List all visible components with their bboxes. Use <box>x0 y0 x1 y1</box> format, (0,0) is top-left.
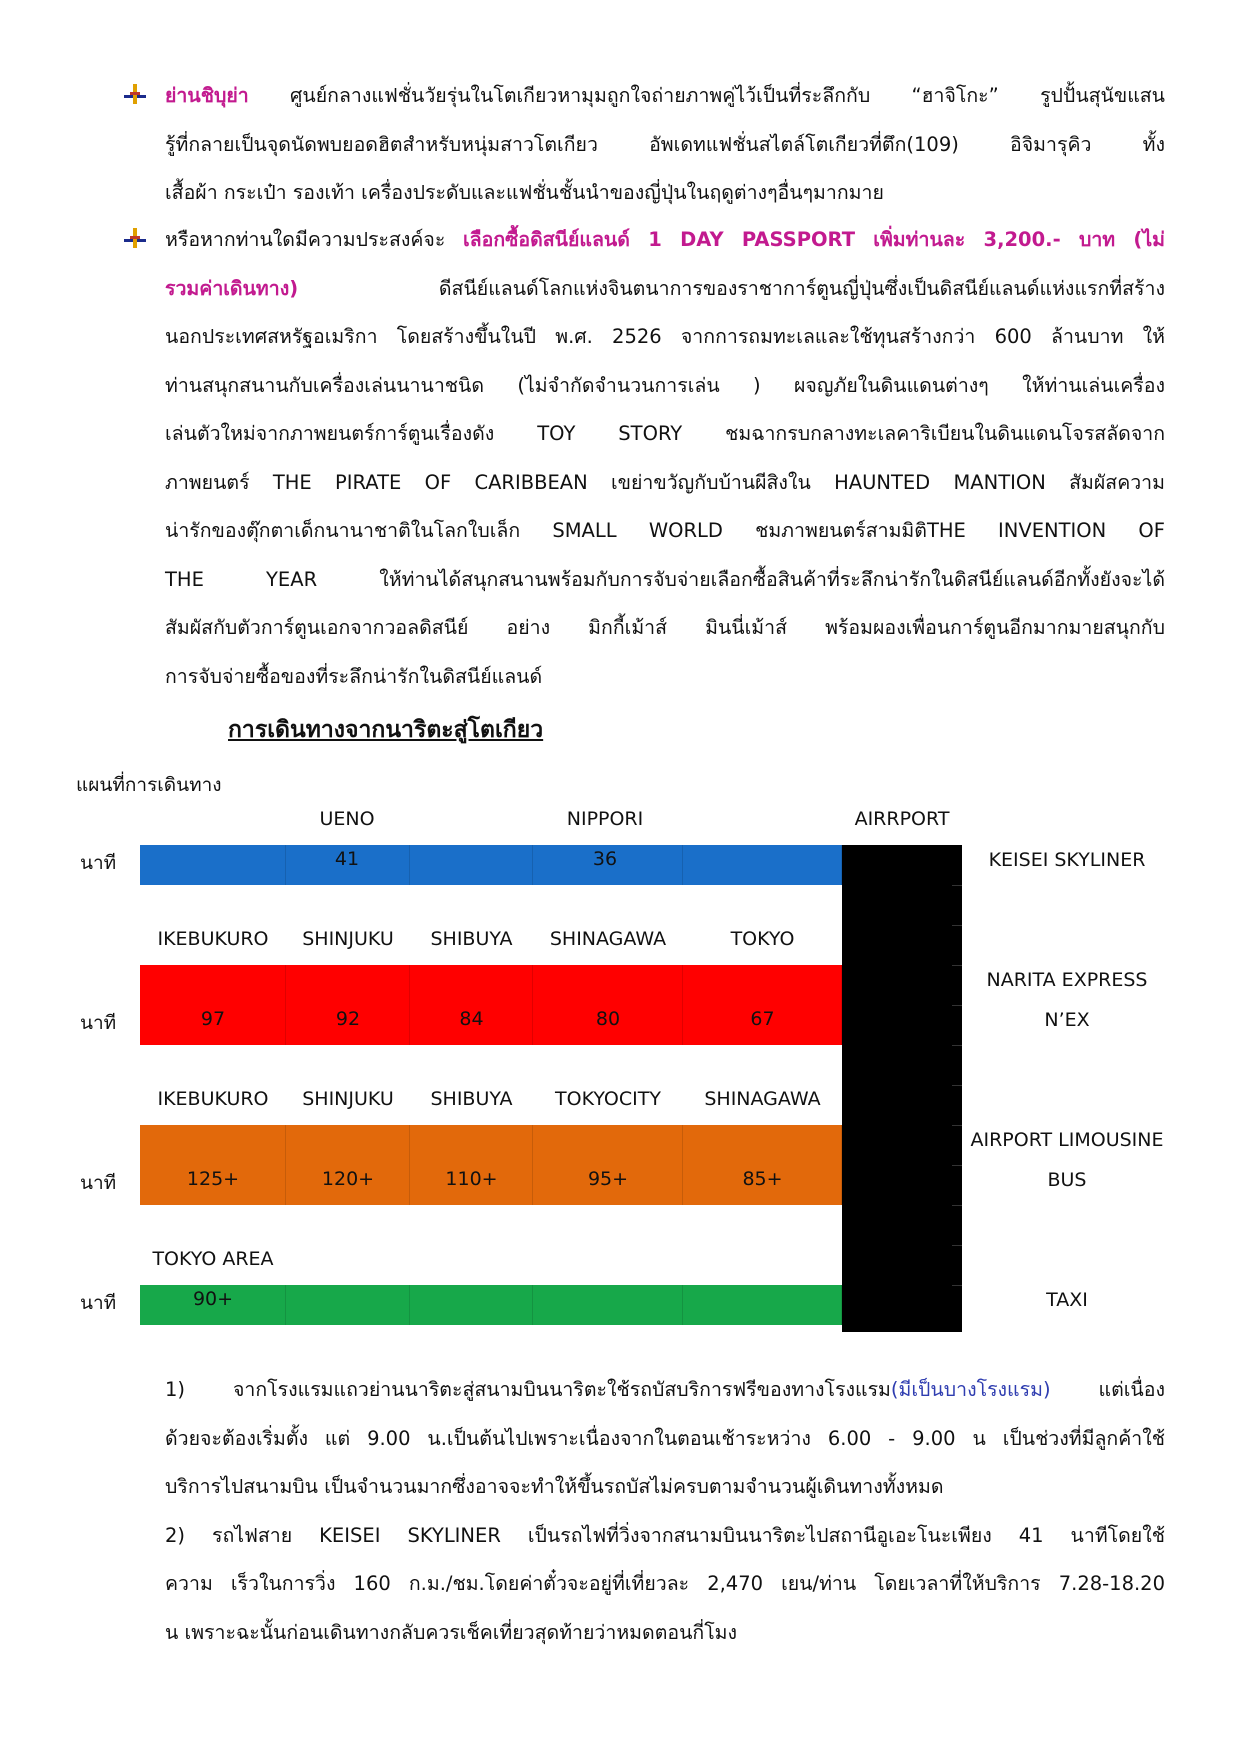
route-name-line: NARITA EXPRESS <box>986 969 1148 991</box>
route-name-limousine <box>962 1120 1172 1200</box>
disney-line: ท่านสนุกสนานกับเครื่องเล่นนานาชนิด (ไม่จำกัดจำนวนการเล่น ) ผจญภัยในดินแดนต่างๆ ให้ท่านเล่นเครื่อง <box>165 373 1165 397</box>
disney-line: THE YEAR ให้ท่านได้สนุกสนานพร้อมกับการจับจ่ายเลือกซื้อสินค้าที่ระลึกน่ารักในดิสนีย์แลนด์อีกทั้งยังจะได้ <box>165 567 1165 591</box>
route-name-line: KEISEI SKYLINER <box>988 849 1146 871</box>
disney-line: น่ารักของตุ๊กตาเด็กนานาชาติในโลกใบเล็ก SMALL WORLD ชมภาพยนตร์สามมิติTHE INVENTION OF <box>165 519 1165 542</box>
shibuya-title: ย่านชิบุย่า <box>165 84 249 107</box>
route-name-keisei <box>962 840 1172 880</box>
station-label: SHINAGAWA <box>704 1088 821 1110</box>
note-line: น เพราะฉะนั้นก่อนเดินทางกลับควรเช็คเที่ยวสุดท้ายว่าหมดตอนกี่โมง <box>165 1620 738 1644</box>
route-name-line: AIRPORT LIMOUSINE <box>970 1129 1164 1151</box>
disney-paragraph <box>165 216 1165 701</box>
note-line: 2) รถไฟสาย KEISEI SKYLINER เป็นรถไฟที่วิ่งจากสนามบินนาริตะไปสถานีอูเอะโนะเพียง 41 นาทีโดยใช้ <box>165 1523 1165 1547</box>
airport-column <box>842 845 962 1332</box>
station-label: IKEBUKURO <box>157 1088 269 1110</box>
station-label: SHIBUYA <box>430 928 513 950</box>
note-1 <box>165 1366 1165 1657</box>
disney-line-1-start: หรือหากท่านใดมีความประสงค์จะ <box>165 228 464 251</box>
station-label: IKEBUKURO <box>157 928 269 950</box>
minutes-value: 90+ <box>192 1288 234 1310</box>
minutes-value: 95+ <box>587 1168 629 1190</box>
airport-label: AIRRPORT <box>854 808 950 830</box>
minutes-value: 85+ <box>742 1168 783 1190</box>
station-label: SHINJUKU <box>302 1088 394 1110</box>
shibuya-line-1: ศูนย์กลางแฟชั่นวัยรุ่นในโตเกียวหามุมถูกใจถ่ายภาพคู่ไว้เป็นที่ระลึกกับ “ฮาจิโกะ” รูปปั้นสุนัขแสน <box>290 84 1166 107</box>
note-line: ความ เร็วในการวิ่ง 160 ก.ม./ชม.โดยค่าตั๋วจะอยู่ที่เที่ยวละ 2,470 เยน/ท่าน โดยเวลาที่ให้บริการ 7.28-18.20 <box>165 1572 1165 1595</box>
station-label: SHIBUYA <box>430 1088 513 1110</box>
route-name-line: BUS <box>1047 1169 1087 1191</box>
section-heading: การเดินทางจากนาริตะสู่โตเกียว <box>228 717 544 743</box>
station-label: TOKYO AREA <box>152 1248 274 1270</box>
disney-line: ภาพยนตร์ THE PIRATE OF CARIBBEAN เขย่าขวัญกับบ้านผีสิงใน HAUNTED MANTION สัมผัสความ <box>165 470 1165 494</box>
unit-label: นาที <box>80 1172 117 1194</box>
disney-offer-highlight-2: รวมค่าเดินทาง) <box>165 276 299 300</box>
bullet-icon <box>122 82 148 106</box>
route-name-nex <box>962 960 1172 1040</box>
bullet-icon <box>122 226 148 250</box>
minutes-value: 97 <box>200 1008 226 1030</box>
station-label: TOKYOCITY <box>555 1088 661 1110</box>
shibuya-line-2: รู้ที่กลายเป็นจุดนัดพบยอดฮิตสำหรับหนุ่มสาวโตเกียว อัพเดทแฟชั่นสไตล์โตเกียวที่ตึก(109) อิจิมารุคิว ทั้ง <box>165 132 1165 156</box>
minutes-value: 84 <box>459 1008 484 1030</box>
disney-line: เล่นตัวใหม่จากภาพยนตร์การ์ตูนเรื่องดัง TOY STORY ชมฉากรบกลางทะเลคาริเบียนในดินแดนโจรสลัดจาก <box>165 422 1165 445</box>
disney-line: การจับจ่ายซื้อของที่ระลึกน่ารักในดิสนีย์แลนด์ <box>165 664 543 688</box>
station-label: TOKYO <box>730 928 795 950</box>
note-1-end: แต่เนื่อง <box>1050 1378 1165 1401</box>
note-1-blue: (มีเป็นบางโรงแรม) <box>890 1378 1051 1401</box>
route-bar-nex <box>140 965 842 1045</box>
minutes-value: 120+ <box>321 1168 375 1190</box>
route-bar-limousine <box>140 1125 842 1205</box>
route-bar-keisei <box>140 845 842 885</box>
unit-label: นาที <box>80 852 117 874</box>
minutes-value: 80 <box>595 1008 621 1030</box>
map-label: แผนที่การเดินทาง <box>76 774 222 796</box>
unit-label: นาที <box>80 1292 117 1314</box>
route-name-line: TAXI <box>1046 1289 1088 1311</box>
minutes-value: 67 <box>750 1008 775 1030</box>
minutes-value: 41 <box>334 848 360 870</box>
station-label: NIPPORI <box>566 808 644 830</box>
disney-offer-highlight: เลือกซื้อดิสนีย์แลนด์ 1 DAY PASSPORT เพิ่มท่านละ 3,200.- บาท (ไม่ <box>463 228 1166 251</box>
route-name-line: N’EX <box>1044 1009 1090 1031</box>
note-line: บริการไปสนามบิน เป็นจำนวนมากซึ่งอาจจะทำให้ขึ้นรถบัสไม่ครบตามจำนวนผู้เดินทางทั้งหมด <box>165 1475 944 1498</box>
minutes-value: 125+ <box>186 1168 240 1190</box>
disney-line-2-rest: ดีสนีย์แลนด์โลกแห่งจินตนาการของราชาการ์ตูนญี่ปุ่นซึ่งเป็นดิสนีย์แลนด์แห่งแรกที่สร้าง <box>298 276 1165 300</box>
disney-line: สัมผัสกับตัวการ์ตูนเอกจากวอลดิสนีย์ อย่าง มิกกี้เม้าส์ มินนี่เม้าส์ พร้อมผองเพื่อนการ์ตูนอีกมากมายสนุกกับ <box>165 616 1165 639</box>
note-1-start: 1) จากโรงแรมแถวย่านนาริตะสู่สนามบินนาริตะใช้รถบัสบริการฟรีของทางโรงแรม <box>165 1378 891 1401</box>
minutes-value: 36 <box>592 848 618 870</box>
shibuya-line-3: เสื้อผ้า กระเป๋า รองเท้า เครื่องประดับและแฟชั่นชั้นนำของญี่ปุ่นในฤดูต่างๆอื่นๆมากมาย <box>165 181 884 204</box>
note-line: ด้วยจะต้องเริ่มตั้ง แต่ 9.00 น.เป็นต้นไปเพราะเนื่องจากในตอนเช้าระหว่าง 6.00 - 9.00 น เป็นช่วงที่มีลูกค้าใช้ <box>165 1426 1165 1450</box>
station-label: UENO <box>319 808 375 830</box>
station-label: SHINJUKU <box>302 928 394 950</box>
station-label: SHINAGAWA <box>549 928 667 950</box>
unit-label: นาที <box>80 1012 117 1034</box>
route-name-taxi <box>962 1280 1172 1320</box>
disney-line: นอกประเทศสหรัฐอเมริกา โดยสร้างขึ้นในปี พ.ศ. 2526 จากการถมทะเลและใช้ทุนสร้างกว่า 600 ล้านบาท ให้ <box>165 325 1165 348</box>
minutes-value: 110+ <box>445 1168 498 1190</box>
shibuya-paragraph <box>165 72 1165 218</box>
minutes-value: 92 <box>335 1008 361 1030</box>
